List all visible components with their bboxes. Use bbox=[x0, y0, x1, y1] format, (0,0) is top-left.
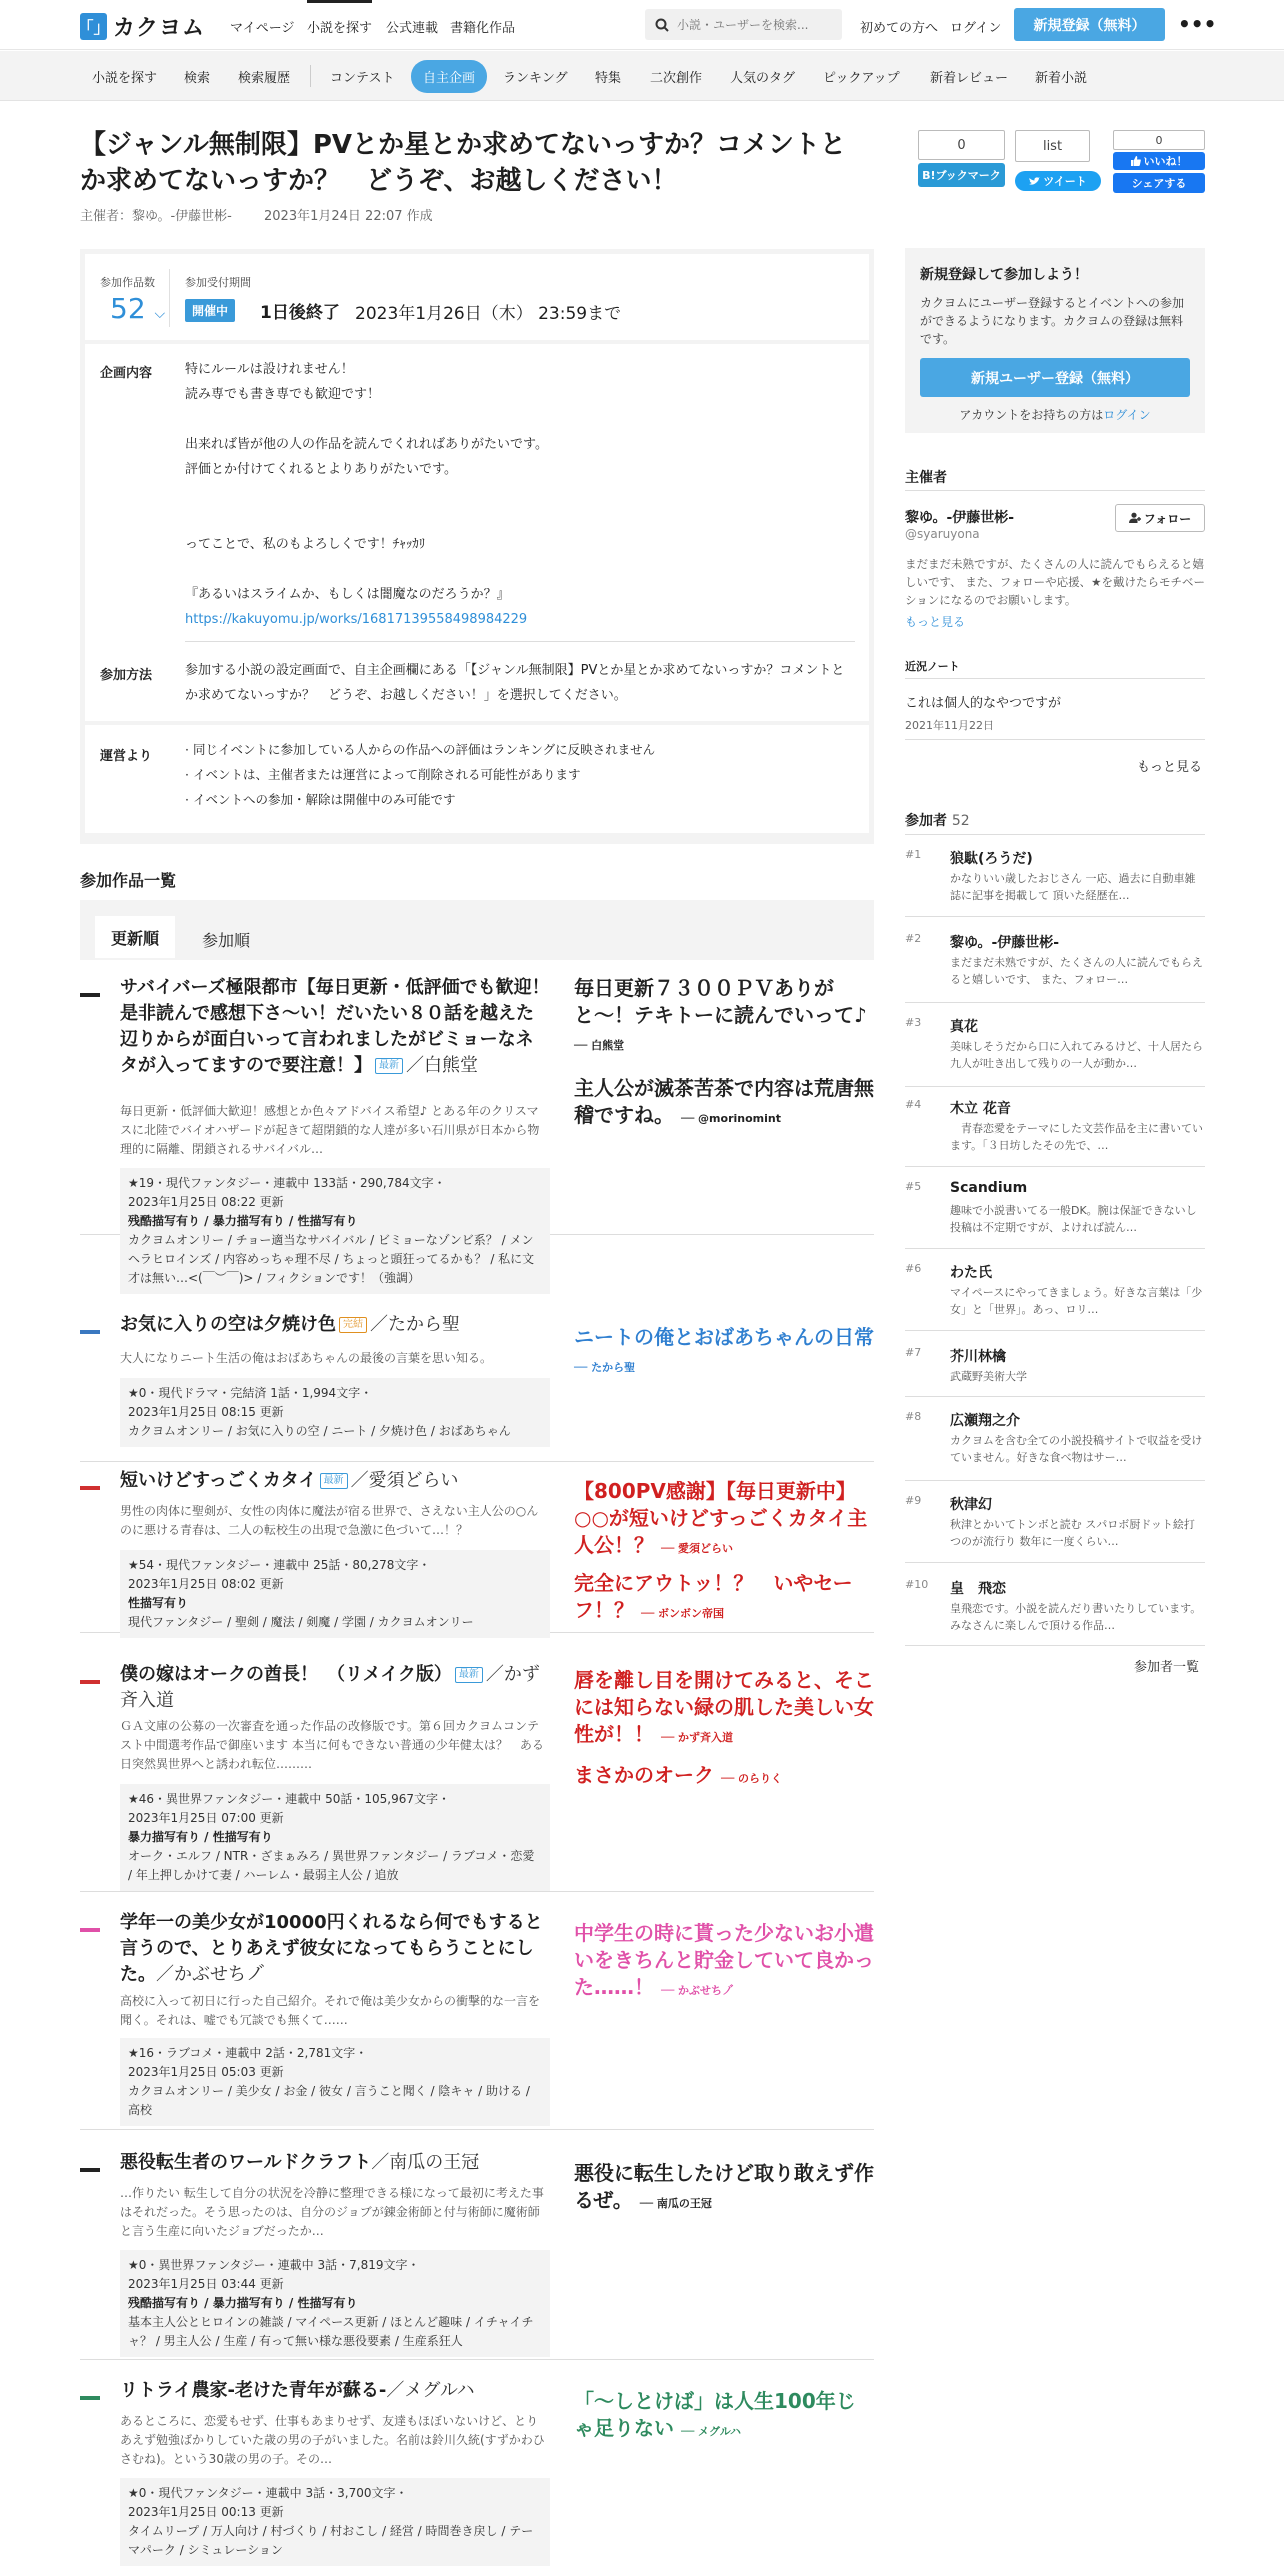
login-link[interactable]: ログイン bbox=[950, 21, 1002, 36]
review-catchphrase: まさかのオーク ── のらりく bbox=[574, 1763, 783, 1787]
work-meta: ★54・現代ファンタジー・連載中 25話・80,278文字・ 2023年1月25日 08:02 更新 性描写有り 現代ファンタジー / 聖剣 / 魔法 / 剣魔 / 学園 / カクヨムオンリー bbox=[120, 1550, 550, 1638]
hatena-bookmark-button[interactable]: B!ブックマーク bbox=[918, 163, 1005, 187]
subnav-pickup[interactable]: ピックアップ bbox=[823, 71, 900, 86]
subnav-features[interactable]: 特集 bbox=[595, 71, 622, 86]
work-description: 毎日更新・低評価大歓迎！感想とか色々アドバイス希望♪ とある年のクリスマスに北陸でバイオハザードが起きて超閉鎖的な人達が多い石川県が日本から物理的に隔離、閉鎖されるサバイバル… bbox=[120, 1104, 540, 1156]
more-menu-icon[interactable]: ••• bbox=[1178, 12, 1217, 36]
hatena-count: 0 bbox=[918, 130, 1005, 160]
top-header bbox=[0, 0, 1284, 50]
logo-text: カクヨム bbox=[113, 16, 206, 41]
catchphrase: 唇を離し目を開けてみると、そこには知らない緑の肌した美しい女性が！！ ── かず斉入道 bbox=[574, 1668, 874, 1746]
subnav-history[interactable]: 検索履歴 bbox=[238, 71, 291, 86]
work-item bbox=[80, 2150, 874, 2360]
category-bar bbox=[80, 1330, 100, 1334]
subnav-new-reviews[interactable]: 新着レビュー bbox=[930, 71, 1009, 86]
work-description: 高校に入って初日に行った自己紹介。それで俺は美少女からの衝撃的な一言を聞く。それは、嘘でも冗談でも無くて…… bbox=[120, 1994, 541, 2027]
divider bbox=[905, 1166, 1205, 1167]
work-author: ／たから聖 bbox=[370, 1314, 460, 1335]
participant-item[interactable]: #9 秋津幻 秋津とかいてトンボと読む スパロボ厨ドット絵打つのが流行り 数年に一度くらい… bbox=[905, 1494, 1195, 1548]
divider bbox=[905, 1330, 1205, 1331]
work-item bbox=[80, 2378, 874, 2568]
work-author: ／白熊堂 bbox=[406, 1055, 478, 1076]
participant-item[interactable]: #10 皇 飛恋 皇飛恋です。小説を読んだり書いたりしています。みなさんに楽しんで頂ける作品… bbox=[905, 1578, 1202, 1632]
notes-heading: 近況ノート bbox=[905, 660, 960, 673]
catchphrase: 中学生の時に貰った少ないお小遣いをきちんと貯金していて良かった……！ ── かぶせちノ゙ bbox=[574, 1921, 874, 1999]
search-box[interactable] bbox=[645, 9, 842, 40]
note-title[interactable]: これは個人的なやつですが bbox=[905, 696, 1062, 711]
register-button[interactable]: 新規登録（無料） bbox=[1014, 8, 1165, 41]
work-title[interactable]: 悪役転生者のワールドクラフト／南瓜の王冠 bbox=[120, 2152, 480, 2173]
divider bbox=[905, 1645, 1205, 1646]
signup-box bbox=[905, 248, 1205, 433]
work-tags[interactable]: 現代ファンタジー / 聖剣 / 魔法 / 剣魔 / 学園 / カクヨムオンリー bbox=[128, 1615, 474, 1629]
work-description: 男性の肉体に聖剣が、女性の肉体に魔法が宿る世界で、さえない主人公の○んのに悪ける青春は、二人の転校生の出現で急激に色づいて…！？ bbox=[120, 1504, 539, 1537]
work-item bbox=[80, 1910, 874, 2130]
work-meta: ★0・現代ファンタジー・連載中 3話・3,700文字・ 2023年1月25日 00:13 更新 タイムリープ / 万人向け / 村づくり / 村おこし / 経営 / 時間巻き戻し / テーマパーク / シミュレーション bbox=[120, 2478, 550, 2566]
entry-summary bbox=[85, 254, 869, 340]
work-meta: ★46・異世界ファンタジー・連載中 50話・105,967文字・ 2023年1月25日 07:00 更新 暴力描写有り / 性描写有り オーク・エルフ / NTR・ざまぁみろ / 異世界ファンタジー / ラブコメ・恋愛 / 年上押しかけて妻 / ハーレム・最弱主人公 / 追放 bbox=[120, 1784, 550, 1891]
divider bbox=[905, 490, 1205, 491]
work-description: …作りたい 転生して自分の状況を冷静に整理できる様になって最初に考えた事はそれだった。そう思ったのは、自分のジョブが錬金術師と付与術師に魔術師と言う生産に向いたジョブだったか… bbox=[120, 2186, 544, 2238]
entry-count-value: 52 bbox=[110, 292, 146, 325]
content-line bbox=[185, 407, 855, 432]
signup-text: カクヨムにユーザー登録するとイベントへの参加ができるようになります。カクヨムの登録は無料です。 bbox=[920, 296, 1185, 346]
content-line: 読み専でも書き専でも歓迎です！ bbox=[185, 387, 381, 402]
divider bbox=[905, 1248, 1205, 1249]
content-line: 『あるいはスライムか、もしくは闇魔なのだろうか？』 bbox=[185, 587, 510, 602]
category-bar bbox=[80, 1928, 100, 1932]
divider bbox=[905, 1562, 1205, 1563]
twitter-bird-icon bbox=[1029, 177, 1040, 186]
login-prompt: アカウントをお持ちの方はログイン bbox=[959, 408, 1151, 422]
work-author: ／かず斉入道 bbox=[120, 1664, 540, 1711]
work-title[interactable]: 短いけどすっごくカタイ 最新 ／愛須どらい bbox=[120, 1470, 459, 1491]
work-tags[interactable]: カクヨムオンリー / お気に入りの空 / ニート / 夕焼け色 / おばあちゃん bbox=[128, 1424, 511, 1438]
tweet-label: ツイート bbox=[1043, 175, 1087, 188]
notes-more-link[interactable]: もっと見る bbox=[1137, 760, 1203, 775]
organizer-heading: 主催者 bbox=[905, 470, 947, 486]
sort-tabs bbox=[80, 900, 874, 960]
participant-item[interactable]: #4 木立 花音 青春恋愛をテーマにした文芸作品を主に書いています。「３日坊したその先で、… bbox=[905, 1098, 1203, 1152]
follow-label: フォロー bbox=[1143, 511, 1192, 526]
signup-button[interactable]: 新規ユーザー登録（無料） bbox=[920, 358, 1190, 397]
follow-button[interactable] bbox=[1115, 504, 1205, 532]
category-bar bbox=[80, 2168, 100, 2172]
howto-label: 参加方法 bbox=[100, 668, 153, 683]
divider bbox=[905, 1086, 1205, 1087]
participant-item[interactable]: #7 芥川林檎 武蔵野美術大学 bbox=[905, 1346, 1027, 1383]
work-meta: ★0・現代ドラマ・完結済 1話・1,994文字・ 2023年1月25日 08:15 更新 カクヨムオンリー / お気に入りの空 / ニート / 夕焼け色 / おばあちゃん bbox=[120, 1378, 550, 1447]
subnav-fanfic[interactable]: 二次創作 bbox=[650, 71, 703, 86]
participant-item[interactable]: #8 広瀬翔之介 カクヨムを含む全ての小説投稿サイトで収益を受けていません。好きな食べ物はサー… bbox=[905, 1410, 1203, 1464]
deadline: 2023年1月26日（木） 23:59まで bbox=[355, 304, 622, 324]
subnav-popular-tags[interactable]: 人気のタグ bbox=[730, 71, 796, 86]
howto-text: 参加する小説の設定画面で、自主企画欄にある「【ジャンル無制限】PVとか星とか求めてないっすか？コメントとか求めてないっすか？ どうぞ、お越しください！」を選択してください。 bbox=[185, 663, 845, 703]
complete-badge: 完結 bbox=[339, 1317, 367, 1333]
content-line: ってことで、私のもよろしくです！ﾁｬｯｶﾘ bbox=[185, 537, 426, 552]
facebook-like-button[interactable] bbox=[1113, 152, 1205, 170]
first-time-link[interactable]: 初めての方へ bbox=[860, 21, 939, 36]
work-author: ／かぶせちノ゙ bbox=[156, 1964, 264, 1985]
event-info-panel bbox=[80, 249, 874, 844]
notices bbox=[85, 725, 869, 833]
created-date: 2023年1月24日 22:07 作成 bbox=[264, 209, 433, 224]
notice-item: · イベントへの参加・解除は開催中のみ可能です bbox=[185, 792, 456, 807]
like-label: いいね！ bbox=[1143, 155, 1188, 168]
divider bbox=[905, 1396, 1205, 1397]
divider bbox=[185, 641, 855, 642]
work-item bbox=[80, 975, 874, 1285]
content-label: 企画内容 bbox=[100, 366, 153, 381]
content-line bbox=[185, 507, 855, 532]
work-description: ＧＡ文庫の公募の一次審査を通った作品の改修版です。第６回カクヨムコンテスト中間選考作品で御座います 本当に何もできない普通の少年健太は？ ある日突然異世界へと誘われ転位……… bbox=[120, 1719, 544, 1771]
work-title[interactable]: 僕の嫁はオークの酋長！ （リメイク版） 最新 ／かず斉入道 bbox=[120, 1664, 540, 1711]
logo-mark-icon: 「」 bbox=[80, 13, 107, 40]
work-item bbox=[80, 1468, 874, 1633]
tab-joined[interactable]: 参加順 bbox=[202, 931, 251, 950]
like-count: 0 bbox=[1113, 130, 1205, 150]
participant-item[interactable]: #2 黎ゆ。-伊藤世彬- まだまだ未熟ですが、たくさんの人に読んでもらえると嬉しいです、 また、フォロー… bbox=[905, 932, 1203, 986]
tweet-button[interactable] bbox=[1015, 171, 1101, 191]
subnav-contest[interactable]: コンテスト bbox=[330, 71, 395, 86]
note-date: 2021年11月22日 bbox=[905, 719, 994, 732]
work-tags[interactable]: カクヨムオンリー / チョー適当なサバイバル / ビミョーなゾンビ系？ / メンヘラヒロインズ / 内容めっちゃ理不尽 / ちょっと頭狂ってるかも？ / 私に文才は無い…<(￣︶￣)> / フィクションです！（強調） bbox=[128, 1233, 535, 1285]
content-text bbox=[185, 357, 855, 632]
work-meta: ★0・異世界ファンタジー・連載中 3話・7,819文字・ 2023年1月25日 03:44 更新 残酷描写有り / 暴力描写有り / 性描写有り 基本主人公とヒロインの雑談 / マイペース更新 / ほとんど趣味 / イチャイチャ？ / 男主人公 / 生産 / 有って無い様な悪役要素 / 生産系狂人 bbox=[120, 2250, 550, 2357]
review-catchphrase: 完全にアウトッ！？ いやセーフ！？ ── ボンボン帝国 bbox=[574, 1571, 853, 1622]
status-badge: 開催中 bbox=[185, 299, 235, 322]
divider bbox=[905, 916, 1205, 917]
work-description: あるところに、恋愛もせず、仕事もあまりせず、友達もほぼいないけど、とりあえず勉強ばかりしていた歳の男の子がいました。名前は鈴川久統(すずかわひさむね)。という30歳の男の子。その… bbox=[120, 2414, 545, 2466]
content-line bbox=[185, 557, 855, 582]
organizer-link[interactable]: 主催者：黎ゆ。-伊藤世彬- bbox=[80, 209, 232, 224]
search-input[interactable] bbox=[677, 18, 837, 32]
divider bbox=[169, 269, 170, 327]
subnav-user-events[interactable]: 自主企画 bbox=[411, 60, 487, 93]
divider bbox=[905, 1002, 1205, 1003]
remaining-time: 1日後終了 bbox=[260, 303, 340, 323]
catchphrase: 「～しとけば」は人生100年じゃ足りない ── メグルハ bbox=[574, 2389, 856, 2440]
category-bar bbox=[80, 1486, 100, 1490]
participant-item[interactable]: #1 狼駄(ろうだ) かなりいい歳したおじさん 一応、過去に自動車雑誌に記事を掲載して 頂いた経歴在… bbox=[905, 848, 1196, 902]
new-badge: 最新 bbox=[375, 1058, 403, 1074]
catchphrase: 毎日更新７３００ＰＶありがと〜！テキトーに読んでいって♪ ── 白熊堂 bbox=[574, 976, 867, 1052]
subnav-find[interactable]: 小説を探す bbox=[92, 71, 158, 86]
new-badge: 最新 bbox=[320, 1473, 348, 1489]
period-label: 参加受付期間 bbox=[185, 276, 251, 289]
content-line: 評価とか付けてくれるとよりありがたいです。 bbox=[185, 462, 457, 477]
divider bbox=[905, 678, 1205, 679]
sidebar-login-link[interactable]: ログイン bbox=[1103, 408, 1151, 422]
chevron-down-icon: ⌵ bbox=[154, 306, 166, 322]
participant-item[interactable]: #5 Scandium 趣味で小説書いてる一般DK。腕は保証できないし投稿は不定期ですが、よければ読ん… bbox=[905, 1180, 1197, 1234]
catchphrase: 悪役に転生したけど取り敢えず作るぜ。 ── 南瓜の王冠 bbox=[574, 2161, 874, 2212]
work-author: ／愛須どらい bbox=[350, 1470, 459, 1491]
organizer-id: @syaruyona bbox=[905, 527, 980, 541]
participant-item[interactable]: #3 真花 美味しそうだから口に入れてみるけど、十人居たら九人が吐き出して残りの一人が動か… bbox=[905, 1016, 1203, 1070]
add-user-icon bbox=[1129, 512, 1141, 524]
nav-published-works[interactable]: 書籍化作品 bbox=[450, 21, 516, 36]
category-bar bbox=[80, 2396, 100, 2400]
nav-official-series[interactable]: 公式連載 bbox=[386, 21, 439, 36]
tweet-count: list bbox=[1015, 130, 1090, 162]
review-catchphrase: 主人公が滅茶苦茶で内容は荒唐無稽ですね。 ── @morinomint bbox=[574, 1076, 874, 1127]
logo[interactable] bbox=[77, 11, 206, 42]
work-tags[interactable]: タイムリープ / 万人向け / 村づくり / 村おこし / 経営 / 時間巻き戻し / テーマパーク / シミュレーション bbox=[128, 2524, 534, 2557]
entry-count[interactable] bbox=[110, 292, 165, 325]
work-description: 大人になりニート生活の俺はおばあちゃんの最後の言葉を思い知る。 bbox=[120, 1351, 493, 1365]
tab-updated[interactable]: 更新順 bbox=[95, 916, 175, 958]
works-list-heading: 参加作品一覧 bbox=[80, 871, 177, 890]
subnav-search[interactable]: 検索 bbox=[184, 71, 211, 86]
work-author: ／メグルハ bbox=[386, 2380, 475, 2401]
content-line bbox=[185, 482, 855, 507]
category-bar bbox=[80, 993, 100, 997]
nav-find-novels[interactable]: 小説を探す bbox=[307, 17, 372, 36]
organizer-more-link[interactable]: もっと見る bbox=[905, 615, 966, 629]
page-title: 【ジャンル無制限】PVとか星とか求めてないっすか？コメントとか求めてないっすか？ どうぞ、お越しください！ bbox=[80, 130, 847, 196]
work-meta: ★19・現代ファンタジー・連載中 133話・290,784文字・ 2023年1月25日 08:22 更新 残酷描写有り / 暴力描写有り / 性描写有り カクヨムオンリー / チョー適当なサバイバル / ビミョーなゾンビ系？ / メンヘラヒロインズ / 内容めっちゃ理不尽 / ちょっと頭狂ってるかも？ / 私に文才は無い…<(￣︶￣)> / フィクションです！（強調） bbox=[120, 1168, 550, 1294]
all-participants-link[interactable]: 参加者一覧 bbox=[1134, 1660, 1200, 1675]
divider bbox=[310, 65, 311, 87]
work-item bbox=[80, 1312, 874, 1462]
sub-navigation bbox=[0, 51, 1284, 101]
work-tags[interactable]: カクヨムオンリー / 美少女 / お金 / 彼女 / 言うこと聞く / 陰キャ / 助ける / 高校 bbox=[128, 2084, 530, 2117]
thumbs-up-icon bbox=[1131, 156, 1141, 166]
work-item bbox=[80, 1662, 874, 1892]
nav-mypage[interactable]: マイページ bbox=[230, 21, 295, 36]
organizer-bio: まだまだ未熟ですが、たくさんの人に読んでもらえると嬉しいです、 また、フォローや応援、★を戴けたらモチベーションになるのでお願いします。 bbox=[905, 557, 1205, 607]
work-tags[interactable]: 基本主人公とヒロインの雑談 / マイペース更新 / ほとんど趣味 / イチャイチャ？ / 男主人公 / 生産 / 有って無い様な悪役要素 / 生産系狂人 bbox=[128, 2315, 534, 2348]
divider bbox=[905, 1480, 1205, 1481]
signup-title: 新規登録して参加しよう！ bbox=[920, 267, 1088, 283]
work-title[interactable]: リトライ農家-老けた青年が蘇る-／メグルハ bbox=[120, 2380, 475, 2401]
participants-heading: 参加者 52 bbox=[905, 813, 970, 829]
participant-count: 52 bbox=[951, 813, 970, 829]
event-details bbox=[85, 344, 869, 721]
participant-item[interactable]: #6 わた氏 マイペースにやってきましょう。好きな言葉は「少女」と「世界」。あっ、ロリ… bbox=[905, 1262, 1203, 1316]
work-title[interactable]: サバイバーズ極限都市【毎日更新・低評価でも歓迎！是非読んで感想下さ〜い！だいたい８０話を越えた辺りからが面白いって言われましたがビミョーなネタが入ってますので要注意！】 最新 ／白熊堂 bbox=[120, 977, 550, 1076]
divider bbox=[905, 739, 1205, 740]
catchphrase: 【800PV感謝】【毎日更新中】○○が短いけどすっごくカタイ主人公！？ ── 愛須どらい bbox=[574, 1479, 868, 1557]
notice-item: · イベントは、主催者または運営によって削除される可能性があります bbox=[185, 767, 581, 782]
work-author: ／南瓜の王冠 bbox=[371, 2152, 480, 2173]
content-line: 出来れば皆が他の人の作品を読んでくれればありがたいです。 bbox=[185, 437, 548, 452]
subnav-new-novels[interactable]: 新着小説 bbox=[1035, 71, 1088, 86]
work-title[interactable]: お気に入りの空は夕焼け色 完結 ／たから聖 bbox=[120, 1314, 460, 1335]
work-tags[interactable]: オーク・エルフ / NTR・ざまぁみろ / 異世界ファンタジー / ラブコメ・恋愛 / 年上押しかけて妻 / ハーレム・最弱主人公 / 追放 bbox=[128, 1849, 535, 1882]
notice-label: 運営より bbox=[100, 749, 153, 764]
category-bar bbox=[80, 1680, 100, 1684]
new-badge: 最新 bbox=[455, 1667, 483, 1683]
content-line: 特にルールは設けれません！ bbox=[185, 362, 354, 377]
notice-list bbox=[185, 737, 855, 812]
work-title[interactable]: 学年一の美少女が10000円くれるなら何でもすると言うので、とりあえず彼女になってもらうことにした。／かぶせちノ゙ bbox=[120, 1912, 543, 1985]
facebook-share-button[interactable]: シェアする bbox=[1113, 173, 1205, 193]
subnav-ranking[interactable]: ランキング bbox=[503, 71, 568, 86]
entry-count-label: 参加作品数 bbox=[100, 276, 155, 289]
organizer-name[interactable]: 黎ゆ。-伊藤世彬- bbox=[905, 510, 1015, 526]
event-meta bbox=[80, 205, 433, 224]
divider bbox=[905, 834, 1205, 835]
work-meta: ★16・ラブコメ・連載中 2話・2,781文字・ 2023年1月25日 05:03 更新 カクヨムオンリー / 美少女 / お金 / 彼女 / 言うこと聞く / 陰キャ / 助ける / 高校 bbox=[120, 2038, 550, 2126]
notice-item: · 同じイベントに参加している人からの作品への評価はランキングに反映されません bbox=[185, 742, 656, 757]
search-icon bbox=[655, 18, 669, 32]
catchphrase: ニートの俺とおばあちゃんの日常 ── たから聖 bbox=[574, 1325, 874, 1374]
work-link[interactable]: https://kakuyomu.jp/works/16817139558498984229 bbox=[185, 612, 528, 627]
